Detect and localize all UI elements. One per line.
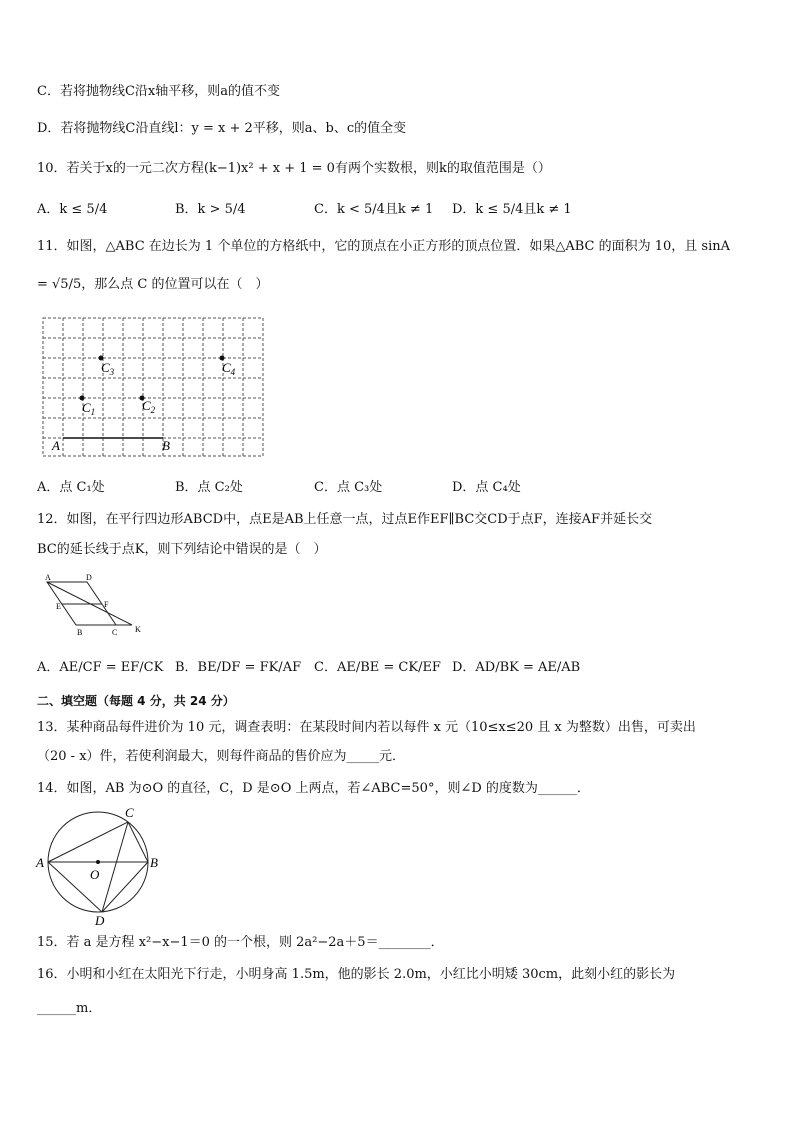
q11-option-d [452,479,521,497]
q14-circle-figure [34,804,164,929]
q12-parallelogram-figure [42,572,152,640]
q10-option-b [175,201,246,219]
q11-option-b [175,479,243,497]
q11-option-a [37,479,105,497]
q16-line2 [37,1000,101,1018]
q10-stem [37,160,551,178]
label-c2: $C_2$ [142,398,156,415]
label-a: A [52,438,60,453]
q13-line1 [37,719,696,737]
q11-option-b-text: B．点 C₂处 [175,480,243,495]
q9-option-d [37,120,406,138]
q12-option-b [175,659,301,677]
fig12-label-d: D [86,573,92,582]
q13-line2-text: （20 - x）件，若使利润最大，则每件商品的售价应为_____元． [37,749,406,764]
label-b: B [162,438,170,453]
q12-option-c-text: C．AE/BE = CK/EF [314,660,441,675]
q9-option-c-text: C．若将抛物线C沿x轴平移，则a的值不变 [37,84,280,99]
q14-stem [37,780,590,798]
q9-option-c [37,83,280,101]
q12-stem-line1-text: 12．如图，在平行四边形ABCD中，点E是AB上任意一点，过点E作EF∥BC交CD于点F，连接AF并延长交 [37,512,653,527]
q11-stem-line1 [37,238,730,256]
q14-stem-text: 14．如图，AB 为⊙O 的直径，C，D 是⊙O 上两点，若∠ABC=50°，则∠D 的度数为______． [37,781,590,796]
q12-option-b-text: B．BE/DF = FK/AF [175,660,302,675]
q10-option-d-text: D．k ≤ 5/4且k ≠ 1 [452,202,572,217]
q16-line1-text: 16．小明和小红在太阳光下行走，小明身高 1.5m，他的影长 2.0m，小红比小明矮 30cm，此刻小红的影长为 [37,967,676,982]
q12-stem-line1 [37,511,652,529]
q10-option-b-text: B．k > 5/4 [175,202,246,217]
q11-stem-line2 [37,276,268,294]
center-o-dot [96,860,100,864]
grid-lines [43,318,263,456]
q11-stem-line1-text: 11．如图，△ABC 在边长为 1 个单位的方格纸中，它的顶点在小正方形的顶点位置．如果△ABC 的面积为 10，且 sinA [37,239,730,254]
fig12-label-b: B [77,628,83,637]
q11-option-c [314,479,382,497]
fig14-label-c: C [125,805,134,820]
fig14-label-o: O [90,867,100,882]
fig12-label-e: E [56,602,61,611]
fig12-label-k: K [135,625,141,634]
section-2-heading-text: 二、填空题（每题 4 分，共 24 分） [37,694,235,708]
q13-line1-text: 13．某种商品每件进价为 10 元，调查表明：在某段时间内若以每件 x 元（10≤x≤20 且 x 为整数）出售，可卖出 [37,720,696,735]
section-2-heading [37,692,235,710]
q11-stem-line2-text: = √5/5，那么点 C 的位置可以在（ ） [37,277,269,292]
q15-stem [37,934,444,952]
label-c4: $C_4$ [222,360,236,377]
chord-ac [48,822,128,862]
q13-line2 [37,748,405,766]
q11-option-d-text: D．点 C₄处 [452,480,521,495]
fig14-label-d: D [95,913,105,928]
fig12-label-a: A [45,573,51,582]
fig12-label-f: F [104,600,109,609]
q10-option-a [37,201,107,219]
q12-option-a [37,659,163,677]
q11-grid-figure [42,316,266,458]
q10-option-c-text: C．k < 5/4且k ≠ 1 [314,202,434,217]
fig14-label-a: A [36,855,44,870]
q10-option-d [452,201,572,219]
q16-line1 [37,966,675,984]
label-c3: $C_3$ [101,360,115,377]
q12-option-c [314,659,441,677]
q15-stem-text: 15．若 a 是方程 x²−x−1＝0 的一个根，则 2a²−2a＋5＝________． [37,935,444,950]
q12-option-d [452,659,580,677]
q11-option-c-text: C．点 C₃处 [314,480,383,495]
q12-stem-line2-text: BC的延长线于点K，则下列结论中错误的是（ ） [37,542,327,557]
q12-option-a-text: A．AE/CF = EF/CK [37,660,164,675]
q16-line2-text: ______m． [37,1001,102,1016]
q9-option-d-text: D．若将抛物线C沿直线l：y = x + 2平移，则a、b、c的值全变 [37,121,407,136]
fig14-label-b: B [150,855,158,870]
q10-option-c [314,201,433,219]
q10-stem-text: 10．若关于x的一元二次方程(k−1)x² + x + 1 = 0有两个实数根，则k的取值范围是（） [37,161,551,176]
q10-option-a-text: A．k ≤ 5/4 [37,202,108,217]
chord-bc [128,822,148,862]
q12-option-d-text: D．AD/BK = AE/AB [452,660,581,675]
q11-option-a-text: A．点 C₁处 [37,480,105,495]
q12-stem-line2 [37,541,326,559]
fig12-label-c: C [112,628,118,637]
label-c1: $C_1$ [82,400,96,417]
